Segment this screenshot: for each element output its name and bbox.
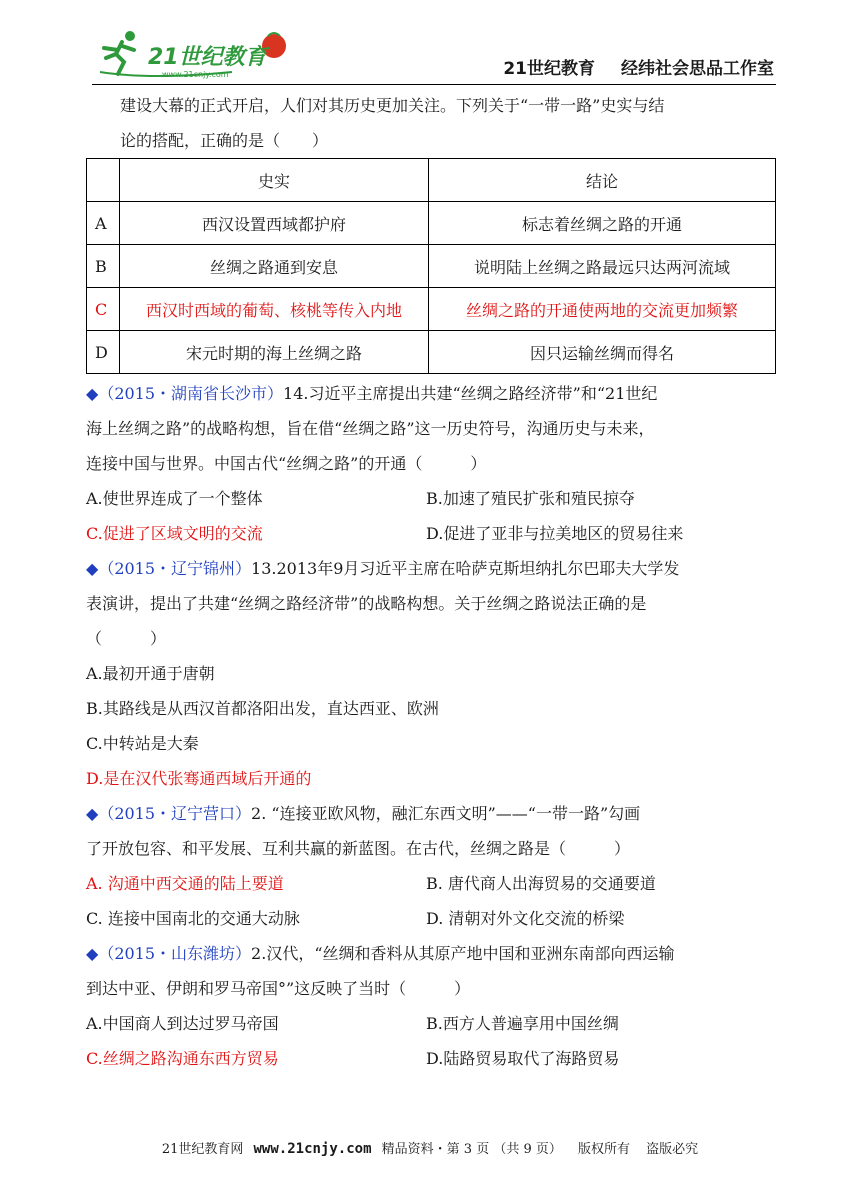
header-divider [92,84,776,85]
row-fact: 宋元时期的海上丝绸之路 [120,331,429,374]
diamond-icon: ◆ [86,804,99,823]
header-studio: 经纬社会思品工作室 [621,59,774,79]
question-source: （2015・湖南省长沙市） [98,384,284,403]
diamond-icon: ◆ [86,944,99,963]
row-key: C [87,288,120,331]
page-header [0,0,860,90]
option-a: A.中国商人到达过罗马帝国 [86,1014,279,1033]
question-text: 2. “连接亚欧风物，融汇东西文明”——“一带一路”勾画 [251,804,641,823]
diamond-icon: ◆ [86,559,99,578]
question-1-line-2: 海上丝绸之路”的战略构想，旨在借“丝绸之路”这一历史符号，沟通历史与未来， [86,419,655,438]
question-text: 14.习近平主席提出共建“丝绸之路经济带”和“21世纪 [283,384,658,403]
row-key: A [87,202,120,245]
logo-text: 21世纪教育 [148,45,267,70]
footer-rights: 版权所有 [578,1142,631,1157]
footer-page-info: 精品资料・第 3 页 （共 9 页） [381,1142,562,1157]
option-b: B. 唐代商人出海贸易的交通要道 [426,874,656,893]
header-org: 21世纪教育 [503,59,595,79]
row-conclusion: 说明陆上丝绸之路最远只达两河流域 [429,245,776,288]
option-c: C.中转站是大秦 [86,734,199,753]
footer-piracy: 盗版必究 [646,1142,699,1157]
option-a: A.最初开通于唐朝 [86,664,215,683]
footer-url[interactable]: www.21cnjy.com [253,1141,372,1157]
row-key: B [87,245,120,288]
question-text: 2.汉代，“丝绸和香料从其原产地中国和亚洲东南部向西运输 [251,944,675,963]
intro-line-2: 论的搭配，正确的是（ ） [120,131,329,150]
option-a-answer: A. 沟通中西交通的陆上要道 [86,874,284,893]
question-source: （2015・辽宁锦州） [98,559,252,578]
question-3-line-2: 了开放包容、和平发展、互利共赢的新蓝图。在古代，丝绸之路是（ ） [86,839,631,858]
option-row [86,901,776,936]
question-2-stem [86,551,776,586]
question-2-line-2: 表演讲，提出了共建“丝绸之路经济带”的战略构想。关于丝绸之路说法正确的是 [86,594,647,613]
site-logo [92,28,288,82]
intro-line-1: 建设大幕的正式开启，人们对其历史更加关注。下列关于“一带一路”史实与结 [120,96,665,115]
question-4-line-2: 到达中亚、伊朗和罗马帝国°”这反映了当时（ ） [86,979,471,998]
table-header-cell: 史实 [120,159,429,202]
question-source: （2015・山东潍坊） [98,944,252,963]
table-header-row [87,159,776,202]
table-header-cell [87,159,120,202]
option-row [86,866,776,901]
logo-url: www.21cnjy.com [162,70,229,79]
option-row [86,1041,776,1076]
option-b: B.其路线是从西汉首都洛阳出发，直达西亚、欧洲 [86,699,439,718]
option-c-answer: C.促进了区域文明的交流 [86,524,263,543]
table-row [87,331,776,374]
question-2-line-3: （ ） [86,629,167,648]
option-c: C. 连接中国南北的交通大动脉 [86,909,300,928]
row-conclusion: 因只运输丝绸而得名 [429,331,776,374]
row-fact: 西汉时西域的葡萄、核桃等传入内地 [120,288,429,331]
option-d: D.促进了亚非与拉美地区的贸易往来 [426,524,684,543]
row-fact: 西汉设置西域都护府 [120,202,429,245]
row-fact: 丝绸之路通到安息 [120,245,429,288]
question-1-line-3: 连接中国与世界。中国古代“丝绸之路”的开通（ ） [86,454,487,473]
table-row-answer [87,288,776,331]
table-row [87,202,776,245]
option-a: A.使世界连成了一个整体 [86,489,263,508]
option-b: B.西方人普遍享用中国丝绸 [426,1014,619,1033]
diamond-icon: ◆ [86,384,99,403]
question-4-stem [86,936,776,971]
page-content [86,88,776,1076]
footer-site: 21世纪教育网 [161,1142,244,1157]
row-key: D [87,331,120,374]
option-d: D. 清朝对外文化交流的桥梁 [426,909,625,928]
row-conclusion: 标志着丝绸之路的开通 [429,202,776,245]
option-c-answer: C.丝绸之路沟通东西方贸易 [86,1049,279,1068]
option-b: B.加速了殖民扩张和殖民掠夺 [426,489,635,508]
header-title [503,54,774,79]
question-text: 13.2013年9月习近平主席在哈萨克斯坦纳扎尔巴耶夫大学发 [251,559,680,578]
page-footer [0,1138,860,1157]
option-d: D.陆路贸易取代了海路贸易 [426,1049,620,1068]
question-source: （2015・辽宁营口） [98,804,252,823]
option-row [86,516,776,551]
option-d-answer: D.是在汉代张骞通西域后开通的 [86,769,312,788]
table-header-cell: 结论 [429,159,776,202]
row-conclusion: 丝绸之路的开通使两地的交流更加频繁 [429,288,776,331]
question-1-stem [86,376,776,411]
option-row [86,481,776,516]
question-3-stem [86,796,776,831]
facts-table [86,158,776,374]
table-row [87,245,776,288]
option-row [86,1006,776,1041]
